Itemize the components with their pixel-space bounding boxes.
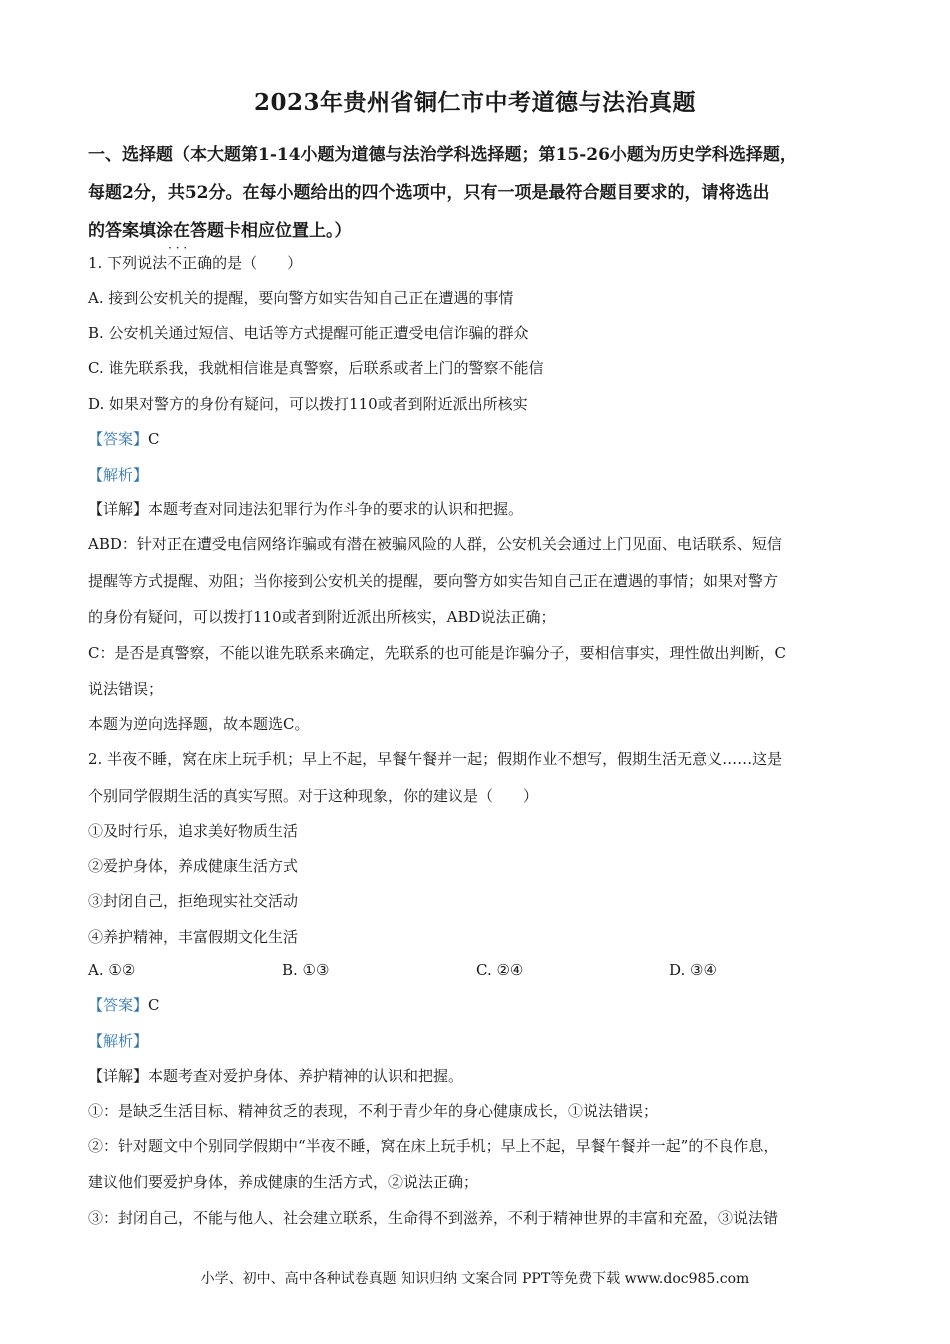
q2-item-3: ③封闭自己，拒绝现实社交活动 <box>88 892 299 910</box>
q2-detail-line-5: ③：封闭自己，不能与他人、社会建立联系，生命得不到滋养，不利于精神世界的丰富和充盈，③说法错 <box>88 1209 779 1227</box>
q2-choice-a: A. ①② <box>88 961 136 979</box>
q1-stem-emphasis: · · · 不正确 <box>167 252 212 274</box>
section-heading-line-3: 的答案填涂在答题卡相应位置上。） <box>88 221 352 241</box>
q2-answer-value: C <box>148 996 160 1014</box>
q2-choice-d: D. ③④ <box>669 961 717 979</box>
q2-analysis-tag: 【解析】 <box>88 1032 149 1050</box>
q1-stem <box>88 252 302 274</box>
page-footer: 小学、初中、高中各种试卷真题 知识归纳 文案合同 PPT等免费下载 www.doc985.com <box>200 1271 750 1287</box>
q2-answer-tag: 【答案】 <box>88 996 149 1014</box>
q2-item-1: ①及时行乐，追求美好物质生活 <box>88 822 299 840</box>
q1-answer <box>88 428 160 450</box>
q2-detail-line-4: 建议他们要爱护身体，养成健康的生活方式，②说法正确； <box>88 1173 479 1191</box>
q2-item-4: ④养护精神，丰富假期文化生活 <box>88 928 299 946</box>
section-heading <box>88 136 888 250</box>
q2-detail-line-2: ①：是缺乏生活目标、精神贫乏的表现，不利于青少年的身心健康成长，①说法错误； <box>88 1102 659 1120</box>
q2-stem-line-1: 2. 半夜不睡，窝在床上玩手机；早上不起，早餐午餐并一起；假期作业不想写，假期生活无意义……这是 <box>88 750 783 768</box>
q2-choice-c: C. ②④ <box>476 961 524 979</box>
q2-choice-b: B. ①③ <box>282 961 330 979</box>
q1-detail-line-5: C：是否是真警察，不能以谁先联系来确定，先联系的也可能是诈骗分子，要相信事实，理性做出判断，C <box>88 644 786 662</box>
q1-option-b: B. 公安机关通过短信、电话等方式提醒可能正遭受电信诈骗的群众 <box>88 324 529 342</box>
q2-item-2: ②爱护身体，养成健康生活方式 <box>88 857 299 875</box>
q1-stem-pre: 1. 下列说法 <box>88 254 168 272</box>
q1-detail-line-4: 的身份有疑问，可以拨打110或者到附近派出所核实，ABD说法正确； <box>88 608 556 626</box>
q2-detail-line-3: ②：针对题文中个别同学假期中“半夜不睡，窝在床上玩手机；早上不起，早餐午餐并一起”的不良作息， <box>88 1137 779 1155</box>
q1-detail-line-7: 本题为逆向选择题，故本题选C。 <box>88 715 310 733</box>
q1-option-a: A. 接到公安机关的提醒，要向警方如实告知自己正在遭遇的事情 <box>88 289 514 307</box>
q1-detail-line-3: 提醒等方式提醒、劝阻；当你接到公安机关的提醒，要向警方如实告知自己正在遭遇的事情；如果对警方 <box>88 572 779 590</box>
q2-answer <box>88 994 160 1016</box>
section-heading-line-1: 一、选择题（本大题第1-14小题为道德与法治学科选择题；第15-26小题为历史学科选择题， <box>88 145 797 165</box>
q1-detail-line-2: ABD：针对正在遭受电信网络诈骗或有潜在被骗风险的人群，公安机关会通过上门见面、电话联系、短信 <box>88 535 782 553</box>
q1-option-c: C. 谁先联系我，我就相信谁是真警察，后联系或者上门的警察不能信 <box>88 359 544 377</box>
q1-detail-line-1: 【详解】本题考查对同违法犯罪行为作斗争的要求的认识和把握。 <box>88 500 524 518</box>
q1-stem-post: 的是（ ） <box>212 254 303 272</box>
q1-analysis-tag: 【解析】 <box>88 466 149 484</box>
page-title: 2023年贵州省铜仁市中考道德与法治真题 <box>253 89 696 116</box>
section-heading-line-2: 每题2分，共52分。在每小题给出的四个选项中，只有一项是最符合题目要求的，请将选出 <box>88 183 770 203</box>
q1-answer-tag: 【答案】 <box>88 430 149 448</box>
q1-option-d: D. 如果对警方的身份有疑问，可以拨打110或者到附近派出所核实 <box>88 395 528 413</box>
q1-answer-value: C <box>148 430 160 448</box>
q2-detail-line-1: 【详解】本题考查对爱护身体、养护精神的认识和把握。 <box>88 1067 464 1085</box>
q2-stem-line-2: 个别同学假期生活的真实写照。对于这种现象，你的建议是（ ） <box>88 787 539 805</box>
q1-detail-line-6: 说法错误； <box>88 680 164 698</box>
